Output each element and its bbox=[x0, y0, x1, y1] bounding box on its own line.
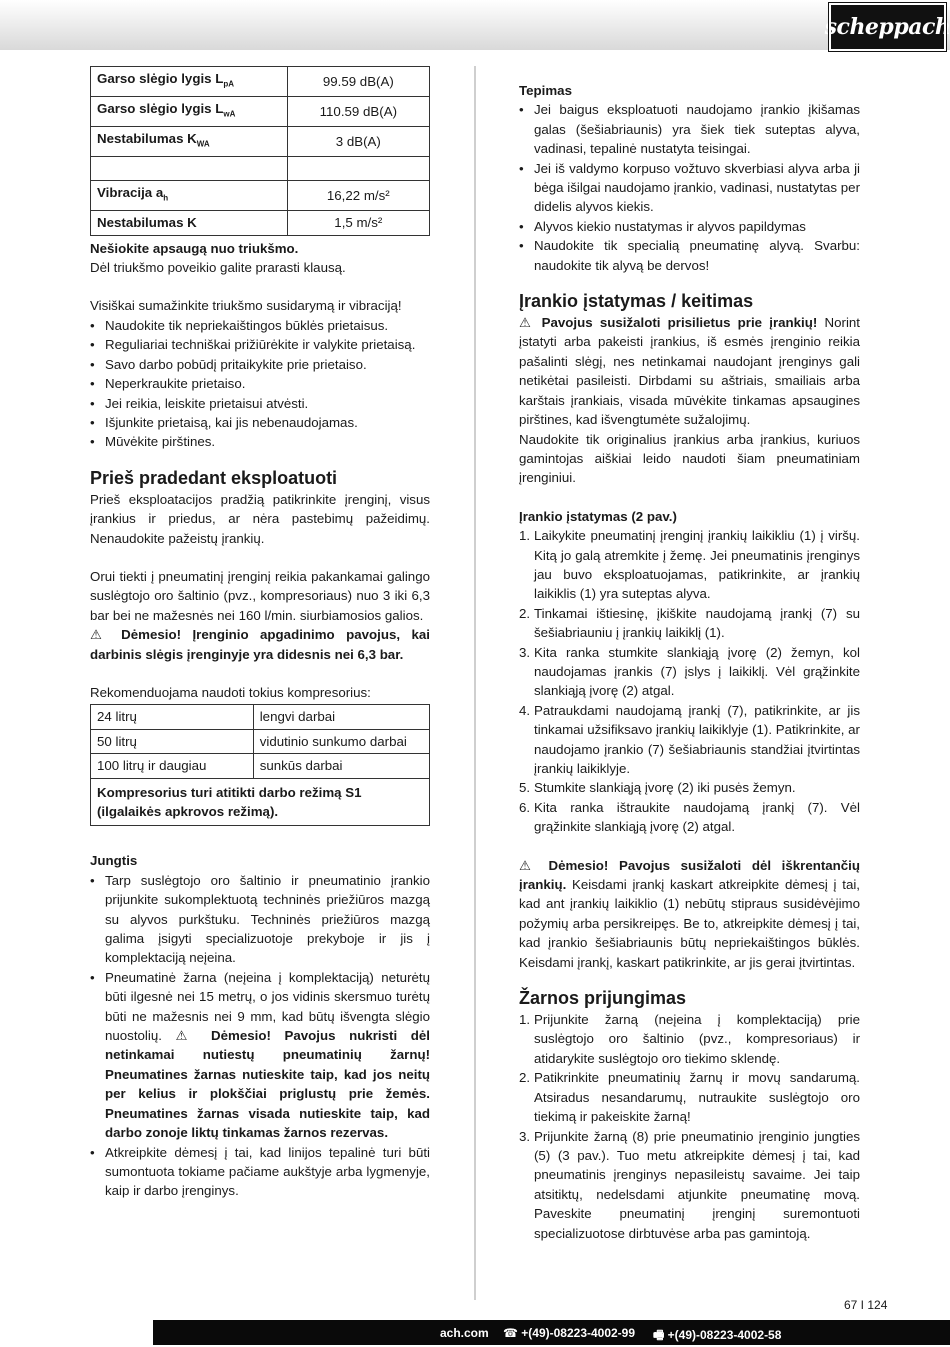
table-row: 24 litrų lengvi darbai bbox=[91, 705, 430, 729]
list-item: 5. Stumkite slankiąją įvorę (2) iki pusės žemyn. bbox=[519, 780, 796, 796]
page-number: 67 I 124 bbox=[844, 1298, 888, 1312]
warning-icon: ⚠ bbox=[90, 627, 110, 643]
list-item: 6. Kita ranka ištraukite naudojamą įrankį (7). Vėl grąžinkite slankiąją įvorę (2) atgal. bbox=[519, 799, 860, 835]
table-row: Nestabilumas K 1,5 m/s² bbox=[91, 211, 430, 235]
footer-bar bbox=[153, 1320, 950, 1345]
list-item: 2. Patikrinkite pneumatinių žarnų ir movų sandarumą. Atsiradus nesandarumų, nutraukite suslėgtojo oro tiekimą ir pakeiskite žarną! bbox=[519, 1070, 860, 1125]
noise-list bbox=[90, 316, 430, 452]
compressor-table bbox=[90, 704, 430, 826]
list-item: • Neperkraukite prietaiso. bbox=[90, 374, 430, 393]
table-row: Garso slėgio lygis $L_{wA}$ 110.59 dB(A) bbox=[91, 97, 430, 127]
list-item: • Atkreipkite dėmesį į tai, kad linijos tepalinė turi būti sumontuota tokiame pačiame aukštyje arba lygmenyje, kaip ir darbo įrenginys. bbox=[90, 1143, 430, 1201]
section-heading-hose: Žarnos prijungimas bbox=[519, 988, 687, 1009]
warning-pressure: ⚠ Dėmesio! Įrenginio apgadinimo pavojus, kai darbinis slėgis įrenginyje yra didesnis nei 6,3 bar. bbox=[90, 627, 430, 662]
footer-phone: ☎ +(49)-08223-4002-99 bbox=[503, 1326, 636, 1340]
paragraph: Prieš eksploatacijos pradžią patikrinkite įrenginį, visus įrankius ir priedus, ar nėra pastebimų pažeidimų. Nenaudokite pažeistų įrankių. bbox=[90, 491, 430, 546]
hearing-protection-note: Nešiokite apsaugą nuo triukšmo. bbox=[90, 240, 299, 256]
paragraph: Naudokite tik originalius įrankius arba įrankius, kuriuos gamintojas aiškiai leido naudoti šiam pneumatiniam įrenginiui. bbox=[519, 431, 860, 486]
list-item: 1. Laikykite pneumatinį įrenginį įrankių laikikliu (1) į viršų. Kitą jo galą atremkite į žemę. Jei pneumatinis įrenginys jau buvo eksploatuojamas, patikrinkite, ar įrankių laikiklis (1) yra suteptas alyva. bbox=[519, 528, 860, 602]
list-item: • Naudokite tik nepriekaištingos būklės prietaisus. bbox=[90, 316, 430, 335]
list-item: 1. Prijunkite žarną (neįeina į komplektaciją) prie suslėgtojo oro šaltinio (pvz., kompresoriaus) ir atidarykite suslėgtojo oro tiekimo sklendę. bbox=[519, 1012, 860, 1066]
footer-fax: 🖷 +(49)-08223-4002-58 bbox=[653, 1328, 782, 1342]
compressor-intro: Rekomenduojama naudoti tokius kompresorius: bbox=[90, 684, 371, 700]
paragraph: Orui tiekti į pneumatinį įrenginį reikia pakankamai galingo suslėgtojo oro šaltinio (pvz., kompresoriaus) nuo 3 iki 6,3 bar bei ne mažesnės nei 160 l/min. siurbiamosios galios. bbox=[90, 568, 430, 623]
list-item: • Išjunkite prietaisą, kai jis nebenaudojamas. bbox=[90, 413, 430, 432]
section-heading-before-start: Prieš pradedant eksploatuoti bbox=[90, 467, 338, 488]
list-item: • Naudokite tik specialią pneumatinę alyvą. Svarbu: naudokite tik alyvą be dervos! bbox=[519, 236, 860, 275]
table-row: 100 litrų ir daugiau sunkūs darbai bbox=[91, 754, 430, 778]
table-row: Nestabilumas $K_{WA}$ 3 dB(A) bbox=[91, 127, 430, 157]
list-item: 3. Prijunkite žarną (8) prie pneumatinio įrenginio jungties (5) (3 pav.). Tuo metu atkreipkite dėmesį į tai, kad pneumatinis įrenginys nepasileistų savaime. Jei taip atsitiktų, nedelsdami atjunkite pneumatinę movą. Paveskite pneumatinį įrenginį suremontuoti specializuotose dirbtuvėse arba pas gamintoją. bbox=[519, 1128, 860, 1241]
list-item: • Jei baigus eksploatuoti naudojamo įrankio įkišamas galas (šešiabriaunis) yra šiek tiek suteptas alyva, vadinasi, tepalinė nustatyta teisingai. bbox=[519, 100, 860, 158]
list-item: 3. Kita ranka stumkite slankiąją įvorę (2) žemyn, kol naudojamas įrankis (7) įslys į laikiklį. Vėl grąžinkite slankiąją įvorę (2) atgal. bbox=[519, 644, 860, 699]
section-heading-jungtis: Jungtis bbox=[90, 853, 138, 869]
header-bar bbox=[0, 0, 950, 50]
paragraph: ⚠ Pavojus susižaloti prisilietus prie įrankių! Norint įstatyti arba pakeisti įrankius, iš esmės įrenginio reikia pašalinti slėgį, nes netinkamai naudojant įrenginys gali netikėtai pasileisti. Dirbdami su aštriais, smailiais arba karštais įrankiais, visada mūvėkite tinkamas apsaugines pirštines, kad išvengtumėte sužalojimų. bbox=[519, 315, 860, 428]
footer-website: ach.com bbox=[440, 1326, 489, 1340]
right-column bbox=[519, 81, 860, 1243]
hearing-loss-note: Dėl triukšmo poveikio galite prarasti klausą. bbox=[90, 260, 346, 276]
brand-logo: scheppach bbox=[829, 3, 946, 51]
list-item: • Reguliariai techniškai prižiūrėkite ir valykite prietaisą. bbox=[90, 335, 430, 354]
table-row bbox=[91, 157, 430, 181]
list-item: • Jei reikia, leiskite prietaisui atvėsti. bbox=[90, 394, 430, 413]
table-row: Vibracija $a_h$ 16,22 m/s² bbox=[91, 181, 430, 211]
list-item: • Savo darbo pobūdį pritaikykite prie prietaiso. bbox=[90, 355, 430, 374]
section-heading-tepimas: Tepimas bbox=[519, 83, 572, 98]
tepimas-list bbox=[519, 100, 860, 275]
table-row: 50 litrų vidutinio sunkumo darbai bbox=[91, 729, 430, 753]
list-item: • Pneumatinė žarna (neįeina į komplektaciją) neturėtų būti ilgesnė nei 15 metrų, o jos vidinis skersmuo turėtų būti ne mažesnis nei 9 mm, kad būtų išvengta slėgio nuostolių. ⚠ Dėmesio! Pavojus nukristi dėl netinkamai nutiestų pneumatinių žarnų! Pneumatines žarnas nutieskite taip, kad jos neitų per kelius ir plokščiai priglustų prie žemės. Pneumatines žarnas visada nutieskite taip, kad darbo zonoje liktų tinkamas žarnos rezervas. bbox=[90, 968, 430, 1143]
table-row: Garso slėgio lygis $L_{pA}$ 99.59 dB(A) bbox=[91, 67, 430, 97]
subheading-tool-insert: Įrankio įstatymas (2 pav.) bbox=[519, 508, 677, 524]
paragraph: ⚠ Dėmesio! Pavojus susižaloti dėl iškrentančių įrankių. Keisdami įrankį kaskart atkreipkite dėmesį į tai, kad ant įrankių laikiklio (1) nebūtų stipraus susidėvėjimo požymių arba persikreipęs. Be to, atkreipkite dėmesį į tai, kad įrankio šešiabriaunis būtų nepriekaištingos būklės. Keisdami įrankį, kaskart patikrinkite, ar jis gerai įtvirtintas. bbox=[519, 857, 860, 970]
list-item: 2. Tinkamai ištiesinę, įkiškite naudojamą įrankį (7) su šešiabriauniu į įrankių laikiklį (1). bbox=[519, 605, 860, 641]
list-item: • Alyvos kiekio nustatymas ir alyvos papildymas bbox=[519, 217, 860, 236]
table-row: Kompresorius turi atitikti darbo režimą S1 (ilgalaikės apkrovos režimą). bbox=[91, 778, 430, 826]
list-item: 4. Patraukdami naudojamą įrankį (7), patikrinkite, ar jis tinkamai užsifiksavo įrankių laikiklyje (1). Patikrinkite, ar naudojamo įrankio (7) šešiabriaunis standžiai įtvirtintas įrankių laikiklyje. bbox=[519, 702, 860, 776]
spec-table bbox=[90, 66, 430, 236]
hose-steps bbox=[519, 1010, 860, 1243]
list-item: • Mūvėkite pirštines. bbox=[90, 432, 430, 451]
column-divider bbox=[474, 66, 476, 1300]
section-heading-tool-change: Įrankio įstatymas / keitimas bbox=[519, 291, 754, 312]
tool-steps bbox=[519, 526, 860, 837]
noise-intro: Visiškai sumažinkite triukšmo susidarymą ir vibraciją! bbox=[90, 298, 402, 314]
left-column bbox=[90, 66, 430, 1201]
list-item: • Jei iš valdymo korpuso vožtuvo skverbiasi alyva arba ji bėga išilgai naudojamo įrankio, vadinasi, nustatytas per didelis alyvos kiekis. bbox=[519, 159, 860, 217]
list-item: • Tarp suslėgtojo oro šaltinio ir pneumatinio įrankio prijunkite sukomplektuotą techninės priežiūros mazgą su alyvos purkštuku. Techninės priežiūros mazgą galima įsigyti specializuotoje prekyboje ir jis į komplektaciją neįeina. bbox=[90, 871, 430, 968]
jungtis-list bbox=[90, 871, 430, 1201]
